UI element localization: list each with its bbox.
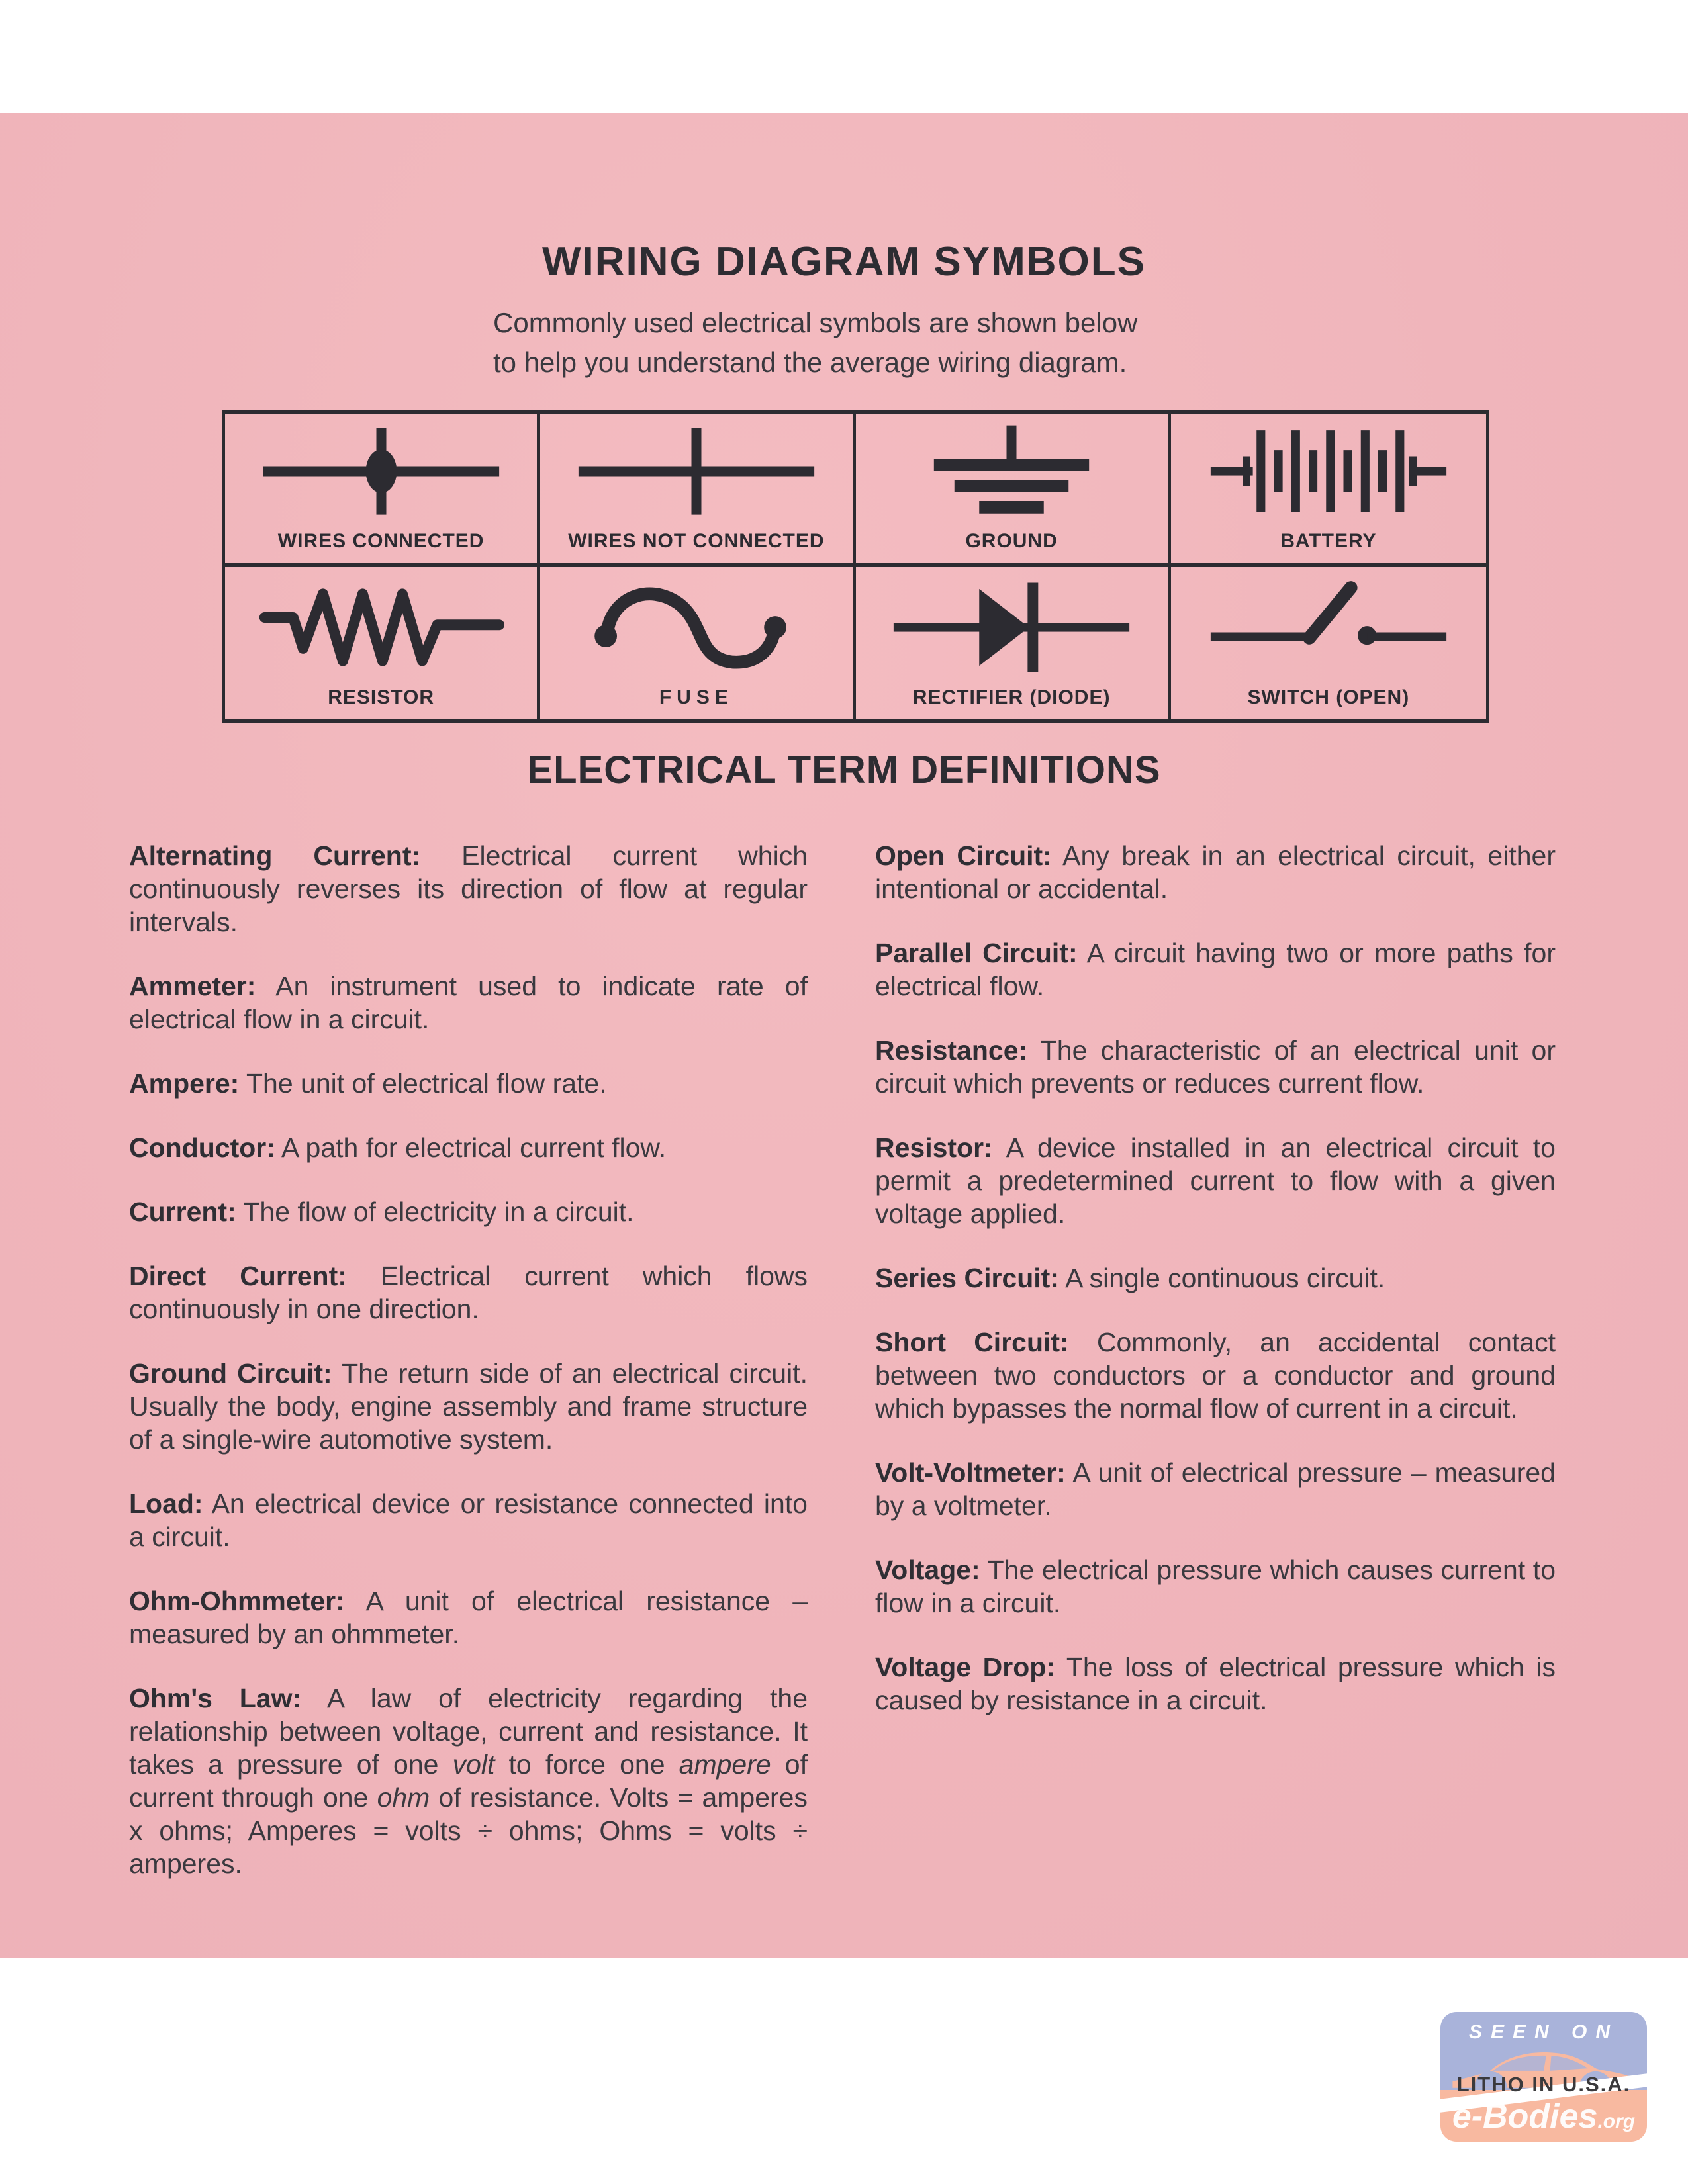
definition-resistance: Resistance: The characteristic of an electrical unit or circuit which prevents or reduces current flow. <box>875 1035 1556 1099</box>
definitions-heading: ELECTRICAL TERM DEFINITIONS <box>527 749 1161 792</box>
definition-open-circuit: Open Circuit: Any break in an electrical circuit, either intentional or accidental. <box>875 841 1556 904</box>
symbol-cell-ground <box>856 414 1171 567</box>
badge-tld-text: .org <box>1597 2111 1636 2132</box>
symbol-cell-wires-not-connected <box>540 414 855 567</box>
subtitle-line-1: Commonly used electrical symbols are shown below <box>493 307 1138 338</box>
symbol-label: RECTIFIER (DIODE) <box>912 686 1111 708</box>
symbol-cell-fuse <box>540 567 855 719</box>
subtitle-line-2: to help you understand the average wiring diagram. <box>493 347 1127 378</box>
symbol-cell-battery <box>1171 414 1486 567</box>
wiring-symbols-table <box>222 410 1489 723</box>
definitions-column-right <box>875 839 1556 1748</box>
symbol-cell-switch-open <box>1171 567 1486 719</box>
badge-seen-on-text: SEEN ON <box>1468 2021 1619 2043</box>
resistor-icon <box>249 578 514 677</box>
rectifier-diode-icon <box>879 578 1144 677</box>
switch-open-icon <box>1196 578 1461 677</box>
definition-conductor: Conductor: A path for electrical current flow. <box>129 1132 667 1163</box>
battery-icon <box>1196 422 1461 521</box>
definition-ground-circuit: Ground Circuit: The return side of an electrical circuit. Usually the body, engine assembly and frame structure of a single-wire automotive system. <box>129 1358 808 1455</box>
symbol-label: FUSE <box>659 686 733 708</box>
ground-icon <box>879 422 1144 521</box>
definition-direct-current: Direct Current: Electrical current which flows continuously in one direction. <box>129 1261 808 1324</box>
definition-resistor: Resistor: A device installed in an electrical circuit to permit a predetermined current to flow with a given voltage applied. <box>875 1132 1556 1229</box>
litho-text: LITHO IN U.S.A. <box>1456 2073 1631 2096</box>
definitions-column-left <box>129 839 808 1911</box>
definition-current: Current: The flow of electricity in a circuit. <box>129 1197 634 1227</box>
wires-connected-icon <box>249 422 514 521</box>
symbol-cell-wires-connected <box>225 414 540 567</box>
symbol-label: SWITCH (OPEN) <box>1247 686 1410 708</box>
definition-ohms-law: Ohm's Law: A law of electricity regarding the relationship between voltage, current and resistance. It takes a pressure of one volt to force one ampere of current through one ohm of resistance. Volts = amperes x ohms; Amperes = volts ÷ ohms; Ohms = volts ÷ amperes. <box>129 1683 808 1879</box>
definition-ampere: Ampere: The unit of electrical flow rate. <box>129 1068 607 1099</box>
symbol-label: WIRES CONNECTED <box>277 530 485 552</box>
definition-load: Load: An electrical device or resistance connected into a circuit. <box>129 1488 808 1552</box>
symbol-cell-resistor <box>225 567 540 719</box>
definition-short-circuit: Short Circuit: Commonly, an accidental contact between two conductors or a conductor and ground which bypasses the normal flow of current in a circuit. <box>875 1327 1556 1424</box>
fuse-icon <box>564 578 829 677</box>
symbol-label: BATTERY <box>1280 530 1377 552</box>
wires-not-connected-icon <box>564 422 829 521</box>
badge-site-text: e-Bodies.org <box>1452 2097 1636 2136</box>
definition-voltage: Voltage: The electrical pressure which causes current to flow in a circuit. <box>875 1555 1556 1618</box>
definition-series-circuit: Series Circuit: A single continuous circuit. <box>875 1263 1385 1293</box>
page-subtitle <box>493 303 1221 383</box>
definition-ohm-ohmmeter: Ohm-Ohmmeter: A unit of electrical resistance – measured by an ohmmeter. <box>129 1586 808 1649</box>
definition-alternating-current: Alternating Current: Electrical current which continuously reverses its direction of flow at regular intervals. <box>129 841 808 937</box>
symbol-label: RESISTOR <box>328 686 435 708</box>
page-title: WIRING DIAGRAM SYMBOLS <box>542 239 1146 285</box>
definition-voltage-drop: Voltage Drop: The loss of electrical pressure which is caused by resistance in a circuit. <box>875 1652 1556 1715</box>
definition-ammeter: Ammeter: An instrument used to indicate rate of electrical flow in a circuit. <box>129 971 808 1034</box>
symbol-label: WIRES NOT CONNECTED <box>568 530 825 552</box>
symbol-cell-rectifier-diode <box>856 567 1171 719</box>
definition-parallel-circuit: Parallel Circuit: A circuit having two or more paths for electrical flow. <box>875 938 1556 1001</box>
symbol-label: GROUND <box>965 530 1058 552</box>
definition-volt-voltmeter: Volt-Voltmeter: A unit of electrical pressure – measured by a voltmeter. <box>875 1457 1556 1521</box>
